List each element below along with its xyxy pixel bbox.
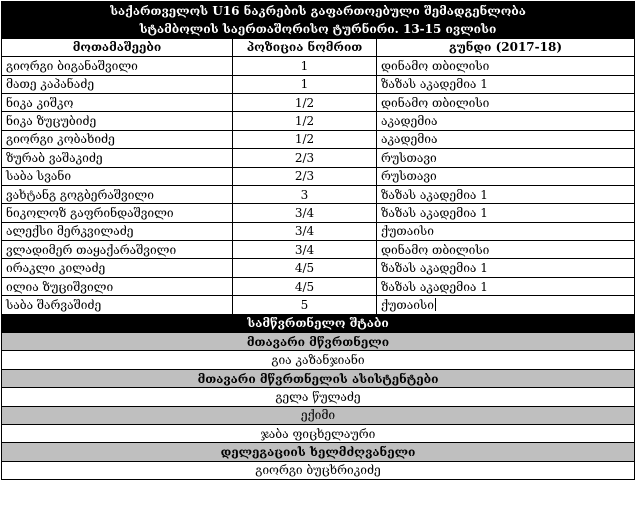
sheet-subtitle[interactable]: სტამბოლის საერთაშორისო ტურნირი. 13-15 ივლისი xyxy=(2,20,635,38)
player-name[interactable]: გიორგი კობახიძე xyxy=(2,130,233,148)
player-name[interactable]: გიორგი ბიგანაშვილი xyxy=(2,57,233,75)
player-team[interactable]: დინამო თბილისი xyxy=(377,241,635,259)
player-name[interactable]: ნიკა ზუცუბიძე xyxy=(2,112,233,130)
column-header-team[interactable]: გუნდი (2017-18) xyxy=(377,38,635,56)
player-team[interactable]: აკადემია xyxy=(377,130,635,148)
player-position[interactable]: 3/4 xyxy=(233,204,377,222)
player-team-text: ქუთაისი xyxy=(381,297,434,312)
player-position[interactable]: 3 xyxy=(233,185,377,203)
player-row xyxy=(2,259,635,277)
assistants-label[interactable]: მთავარი მწვრთნელის ასისტენტები xyxy=(2,369,635,387)
player-row xyxy=(2,130,635,148)
player-row xyxy=(2,149,635,167)
player-position[interactable]: 1/2 xyxy=(233,112,377,130)
player-team[interactable]: აკადემია xyxy=(377,112,635,130)
subtitle-row xyxy=(2,20,635,38)
sheet-title[interactable]: საქართველოს U16 ნაკრების გაფართოებული შემადგენლობა xyxy=(2,2,635,20)
player-name[interactable]: ვლადიმერ თაყაქარაშვილი xyxy=(2,241,233,259)
player-name[interactable]: ზურაბ ვაშაკიძე xyxy=(2,149,233,167)
player-position[interactable]: 5 xyxy=(233,296,377,314)
player-position[interactable]: 2/3 xyxy=(233,149,377,167)
player-team[interactable]: ზაზას აკადემია 1 xyxy=(377,204,635,222)
assistant-name[interactable]: გელა წულაძე xyxy=(2,388,635,406)
head-coach-label[interactable]: მთავარი მწვრთნელი xyxy=(2,333,635,351)
player-team[interactable]: დინამო თბილისი xyxy=(377,57,635,75)
head-coach-label-row xyxy=(2,333,635,351)
player-position[interactable]: 4/5 xyxy=(233,259,377,277)
player-row xyxy=(2,185,635,203)
assistants-label-row xyxy=(2,369,635,387)
doctor-row xyxy=(2,424,635,442)
player-position[interactable]: 4/5 xyxy=(233,277,377,295)
assistant-row xyxy=(2,388,635,406)
player-name[interactable]: ვახტანგ გოგბერაშვილი xyxy=(2,185,233,203)
player-team[interactable]: ქუთაისი xyxy=(377,222,635,240)
player-row xyxy=(2,57,635,75)
player-team[interactable]: ზაზას აკადემია 1 xyxy=(377,259,635,277)
delegation-label-row xyxy=(2,443,635,461)
player-position[interactable]: 3/4 xyxy=(233,222,377,240)
doctor-label-row xyxy=(2,406,635,424)
player-row xyxy=(2,204,635,222)
column-header-position[interactable]: პოზიცია ნომრით xyxy=(233,38,377,56)
player-name[interactable]: საბა სვანი xyxy=(2,167,233,185)
player-row xyxy=(2,296,635,314)
delegation-head-row xyxy=(2,461,635,479)
staff-section-row xyxy=(2,314,635,332)
staff-section-title[interactable]: სამწვრთნელო შტაბი xyxy=(2,314,635,332)
player-name[interactable]: ირაკლი კილაძე xyxy=(2,259,233,277)
delegation-label[interactable]: დელეგაციის ხელმძღვანელი xyxy=(2,443,635,461)
head-coach-name[interactable]: გია კაზანჯიანი xyxy=(2,351,635,369)
title-row xyxy=(2,2,635,20)
player-team[interactable]: რუსთავი xyxy=(377,149,635,167)
player-position[interactable]: 1/2 xyxy=(233,130,377,148)
player-row xyxy=(2,277,635,295)
player-name[interactable]: ნიკოლოზ გაფრინდაშვილი xyxy=(2,204,233,222)
player-name[interactable]: ნიკა კიშკო xyxy=(2,93,233,111)
text-cursor xyxy=(435,298,436,311)
player-team[interactable]: ზაზას აკადემია 1 xyxy=(377,185,635,203)
player-row xyxy=(2,222,635,240)
player-position[interactable]: 1 xyxy=(233,75,377,93)
column-header-player[interactable]: მოთამაშეები xyxy=(2,38,233,56)
player-row xyxy=(2,112,635,130)
player-position[interactable]: 3/4 xyxy=(233,241,377,259)
player-team[interactable]: ზაზას აკადემია 1 xyxy=(377,277,635,295)
player-position[interactable]: 1 xyxy=(233,57,377,75)
player-name[interactable]: მათე კაპანაძე xyxy=(2,75,233,93)
player-position[interactable]: 2/3 xyxy=(233,167,377,185)
player-row xyxy=(2,241,635,259)
player-row xyxy=(2,93,635,111)
player-name[interactable]: ილია ზუციშვილი xyxy=(2,277,233,295)
delegation-head-name[interactable]: გიორგი ბუცხრიკიძე xyxy=(2,461,635,479)
player-team[interactable]: ზაზას აკადემია 1 xyxy=(377,75,635,93)
player-row xyxy=(2,167,635,185)
roster-table xyxy=(1,1,635,480)
head-coach-row xyxy=(2,351,635,369)
player-team[interactable]: რუსთავი xyxy=(377,167,635,185)
doctor-label[interactable]: ექიმი xyxy=(2,406,635,424)
player-position[interactable]: 1/2 xyxy=(233,93,377,111)
player-name[interactable]: ალექსი მერკვილაძე xyxy=(2,222,233,240)
header-row xyxy=(2,38,635,56)
doctor-name[interactable]: ჯაბა ფიცხელაური xyxy=(2,424,635,442)
player-name[interactable]: საბა შარვაშიძე xyxy=(2,296,233,314)
player-row xyxy=(2,75,635,93)
player-team[interactable]: დინამო თბილისი xyxy=(377,93,635,111)
player-team[interactable] xyxy=(377,296,635,314)
